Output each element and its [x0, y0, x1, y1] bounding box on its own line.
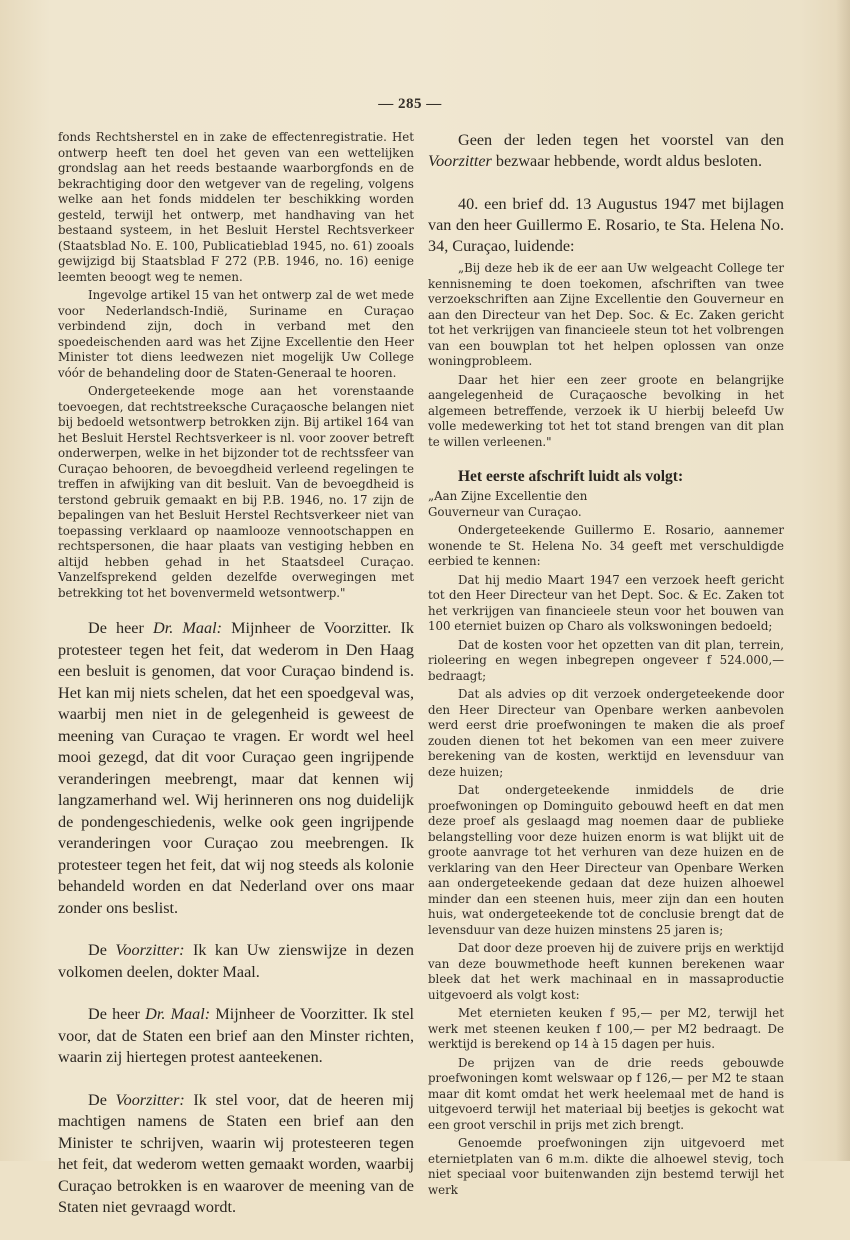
speech-dr-maal-proposal: De heer Dr. Maal: Mijnheer de Voorzitter. Ik stel voor, dat de Staten een brief aan den Minster richten, waarin zij hiertegen protest aanteekenen.: [58, 1005, 414, 1066]
speaker-name: Dr. Maal:: [145, 1005, 211, 1023]
speaker-name: Voorzitter:: [115, 941, 185, 959]
speech-voorzitter-agree: De Voorzitter: Ik kan Uw zienswijze in dezen volkomen deelen, dokter Maal.: [58, 941, 415, 981]
address-line-1: „Aan Zijne Excellentie den: [428, 489, 588, 503]
speech-voorzitter-proposal: De Voorzitter: Ik stel voor, dat de heeren mij machtigen namens de Staten een brief aan den Minister te schrijven, waarin wij protesteeren tegen het feit, dat wederom wetten gemaakt worden, waarbij Curaçao betrokken is en waarover de meening van de Staten niet gevraagd wordt.: [58, 1090, 415, 1216]
petition-point-2: Dat de kosten voor het opzetten van dit plan, terrein, rioleering en wegen inbegrepen ongeveer f 524.000,— bedraagt;: [428, 637, 784, 683]
petition-point-1: Dat hij medio Maart 1947 een verzoek heeft gericht tot den Heer Directeur van het Dept. Soc. & Ec. Zaken tot het verkrijgen van financieele steun voor het bouwen van 100 eterniet buizen op Charo als volkswoningen bedoeld;: [428, 572, 784, 633]
speaker-name: Dr. Maal:: [153, 619, 222, 637]
paragraph-rechtsherstel: fonds Rechtsherstel en in zake de effectenregistratie. Het ontwerp heeft ten doel het geven van een wettelijken grondslag aan het reeds bestaande waarborgfonds en de bekrachtiging door den wetgever van de regeling, volgens welke aan het fonds middelen ter beschikking worden gesteld, terwijl het ontwerp, met handhaving van het bestaand systeem, in het Besluit Herstel Rechtsverkeer (Staatsblad No. E. 100, Publicatieblad 1945, no. 61) zooals gewijzigd bij Staatsblad F 272 (P.B. 1946, no. 16) eenige leemten beoogt weg te nemen.: [58, 130, 414, 284]
item-40-heading: 40. een brief dd. 13 Augustus 1947 met bijlagen van den heer Guillermo E. Rosario, te Sta. Helena No. 34, Curaçao, luidende:: [428, 195, 784, 255]
petition-point-5: Dat door deze proeven hij de zuivere prijs en werktijd van deze bouwmethode heeft kunnen berekenen waar bleek dat het werk machinaal en in massaproductie uitgevoerd als volgt kost:: [428, 941, 784, 1002]
right-column: [428, 130, 784, 1201]
letter-request: Daar het hier een zeer groote en belangrijke aangelegenheid de Curaçaosche bevolking in het algemeen betreffende, verzoek ik U hierbij beleefd Uw volle medewerking tot het tot stand brengen van dit plan te willen verleenen.": [428, 372, 784, 449]
left-column: [58, 130, 414, 1240]
prototype-price-paragraph: De prijzen van de drie reeds gebouwde proefwoningen komt welswaar op f 126,— per M2 te staan maar dit komt omdat het werk heelemaal met de hand is uitgevoerd terwijl het materiaal bij beetjes is gekocht wat een groot verschil in prijs met zich brengt.: [428, 1055, 784, 1132]
speech-dr-maal-protest: De heer Dr. Maal: Mijnheer de Voorzitter. Ik protesteer tegen het feit, dat wederom in Den Haag een besluit is genomen, dat voor Curaçao bindend is. Het kan mij niets schelen, dat het een spoedgeval was, waarbij men niet in de gelegenheid is geweest de meening van Curaçao te vragen. Er wordt wel heel mooi gezegd, dat dit voor Curaçao geen ingrijpende veranderingen meebrengt, maar dat kennen wij langzamerhand wel. Wij herinneren ons nog duidelijk de pondengeschiedenis, welke ook geen ingrijpende veranderingen voor Curaçao zou meebrengen. Ik protesteer tegen het feit, dat wij nog steeds als kolonie behandeld worden en dat Nederland over ons maar zonder ons beslist.: [58, 619, 414, 917]
eternit-paragraph: Genoemde proefwoningen zijn uitgevoerd met eternietplaten van 6 m.m. dikte die alhoewel stevig, toch niet speciaal voor buitenwanden zijn bestemd terwijl het werk: [428, 1136, 784, 1197]
speaker-name: Voorzitter: [428, 152, 492, 170]
first-copy-heading: Het eerste afschrift luidt als volgt:: [458, 468, 684, 485]
petition-point-3: Dat als advies op dit verzoek ondergeteekende door den Heer Directeur van Openbare werken aanbevolen werd eerst drie proefwoningen te maken die als proef zouden dienen tot het bekomen van een meer zuivere berekening van de kosten, werktijd en levensduur van deze huizen;: [428, 687, 784, 779]
paragraph-artikel-15: Ingevolge artikel 15 van het ontwerp zal de wet mede voor Nederlandsch-Indië, Suriname en Curaçao verbindend zijn, doch in verband met den spoedeischenden aard was het Zijne Excellentie den Heer Minister tot diens leedwezen niet mogelijk Uw College vóór de behandeling door de Staten-Generaal te hooren.: [58, 288, 414, 380]
paragraph-ondergeteekende: Ondergeteekende moge aan het vorenstaande toevoegen, dat rechtstreeksche Curaçaosche belangen niet bij bedoeld wetsontwerp betrokken zijn. Bij artikel 164 van het Besluit Herstel Rechtsverkeer is nl. voor zoover betreft onderwerpen, welke in het bijzonder tot de rechtssfeer van Curaçao behooren, de bevoegdheid verleend regelingen te treffen in afwijking van dit besluit. Van de bevoegdheid is terstond gebruik gemaakt en bij P.B. 1946, no. 17 zijn de bepalingen van het Besluit Herstel Rechtsverkeer niet van toepassing verklaard op naamlooze vennootschappen en rechtspersonen, die haar plaats van vestiging hebben en altijd hebben gehad in het Staatsdeel Curaçao. Vanzelfsprekend gelden dezelfde overwegingen met betrekking tot het bovenvermeld wetsontwerp.": [58, 384, 414, 600]
petition-point-4: Dat ondergeteekende inmiddels de drie proefwoningen op Dominguito gebouwd heeft en dat men deze proef als geslaagd mag noemen daar de publieke belangstelling voor deze huizen enorm is wat blijkt uit de groote aanvrage tot het verhuren van deze huizen en de verklaring van den Heer Directeur van Openbare Werken aan ondergeteekende gedaan dat deze huizen alhoewel minder dan een steenen huis, meer zijn dan een houten huis, wat ondergeteekende tot de conclusie brengt dat de levensduur van deze huizen minstens 25 jaren is;: [428, 783, 784, 937]
page-number: — 285 —: [378, 96, 442, 112]
speaker-name: Voorzitter:: [115, 1090, 185, 1109]
page-edge-shadow: [836, 0, 850, 1161]
address-line-2: Gouverneur van Curaçao.: [428, 504, 582, 519]
price-paragraph: Met eternieten keuken f 95,— per M2, terwijl het werk met steenen keuken f 100,— per M2 bedraagt. De werktijd is berekend op 14 à 15 dagen per huis.: [428, 1006, 784, 1051]
letter-intro: „Bij deze heb ik de eer aan Uw welgeacht College ter kennisneming te doen toekomen, afschriften van twee verzoekschriften aan Zijne Excellentie den Gouverneur en aan den Directeur van het Dep. Soc. & Ec. Zaken gericht tot het verkrijgen van financieele steun tot het volbrengen van een bouwplan tot het helpen oplossen van onze woningprobleem.: [428, 261, 784, 368]
petition-intro: Ondergeteekende Guillermo E. Rosario, aannemer wonende te St. Helena No. 34 geeft met verschuldigde eerbied te kennen:: [428, 523, 784, 568]
decision-paragraph: Geen der leden tegen het voorstel van den Voorzitter bezwaar hebbende, wordt aldus besloten.: [428, 131, 784, 170]
